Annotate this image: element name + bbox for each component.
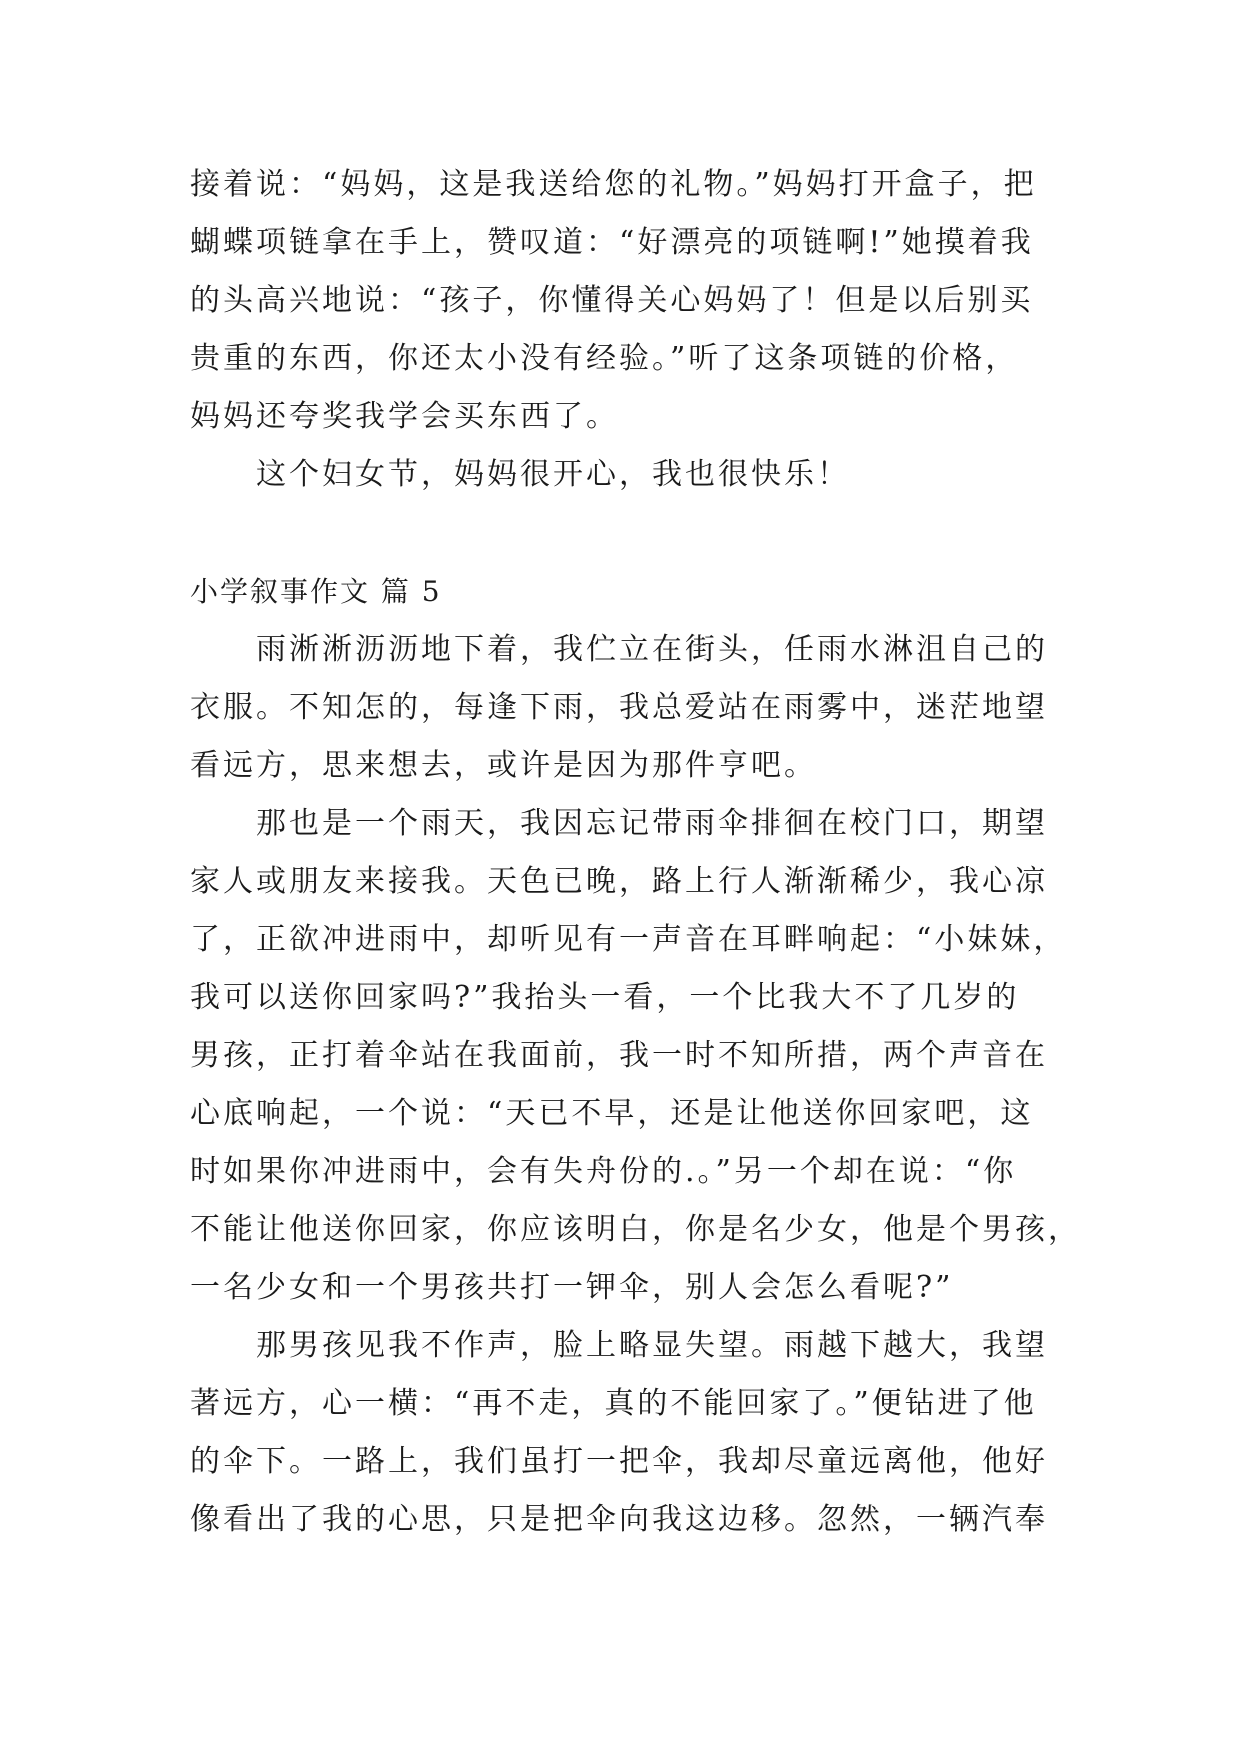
paragraph-line: 贵重的东西，你还太小没有经验。”听了这条项链的价格，	[190, 341, 1019, 376]
paragraph-line: 心底响起，一个说：“天已不早，还是让他送你回家吧，这	[190, 1096, 1034, 1131]
paragraph-line: 的伞下。一路上，我们虽打一把伞，我却尽童远离他，他好	[190, 1444, 1048, 1479]
paragraph-line: 接着说：“妈妈，这是我送给您的礼物。”妈妈打开盒子，把	[190, 167, 1037, 202]
paragraph-line: 了，正欲冲进雨中，却听见有一声音在耳畔响起：“小妹妹，	[190, 922, 1067, 957]
paragraph-line: 这个妇女节，妈妈很开心，我也很快乐！	[256, 457, 850, 492]
paragraph-line: 妈妈还夸奖我学会买东西了。	[190, 399, 619, 434]
paragraph-line: 雨淅淅沥沥地下着，我伫立在街头，任雨水淋沮自己的	[256, 632, 1048, 667]
paragraph-line: 蝴蝶项链拿在手上，赞叹道：“好漂亮的项链啊!”她摸着我	[190, 225, 1034, 260]
paragraph-line: 那也是一个雨天，我因忘记带雨伞排徊在校门口，期望	[256, 806, 1048, 841]
paragraph-line: 一名少女和一个男孩共打一钾伞，别人会怎么看呢?”	[190, 1270, 954, 1305]
paragraph-line: 那男孩见我不作声，脸上略显失望。雨越下越大，我望	[256, 1328, 1048, 1363]
paragraph-line: 著远方，心一横：“再不走，真的不能回家了。”便钻进了他	[190, 1386, 1037, 1421]
paragraph-line: 衣服。不知怎的，每逢下雨，我总爱站在雨雾中，迷茫地望	[190, 690, 1048, 725]
section-heading: 小学叙事作文 篇 5	[190, 575, 442, 608]
paragraph-line: 看远方，思来想去，或许是因为那件亨吧。	[190, 748, 817, 783]
paragraph-line: 我可以送你回家吗?”我抬头一看，一个比我大不了几岁的	[190, 980, 1020, 1015]
paragraph-line: 时如果你冲进雨中，会有失舟份的.。”另一个却在说：“你	[190, 1154, 1017, 1189]
paragraph-line: 男孩，正打着伞站在我面前，我一时不知所措，两个声音在	[190, 1038, 1048, 1073]
paragraph-line: 的头高兴地说：“孩子，你懂得关心妈妈了！但是以后别买	[190, 283, 1034, 318]
paragraph-line: 像看出了我的心思，只是把伞向我这边移。忽然，一辆汽奉	[190, 1502, 1048, 1537]
paragraph-line: 家人或朋友来接我。天色已晚，路上行人渐渐稀少，我心凉	[190, 864, 1048, 899]
paragraph-line: 不能让他送你回家，你应该明白，你是名少女，他是个男孩，	[190, 1212, 1081, 1247]
